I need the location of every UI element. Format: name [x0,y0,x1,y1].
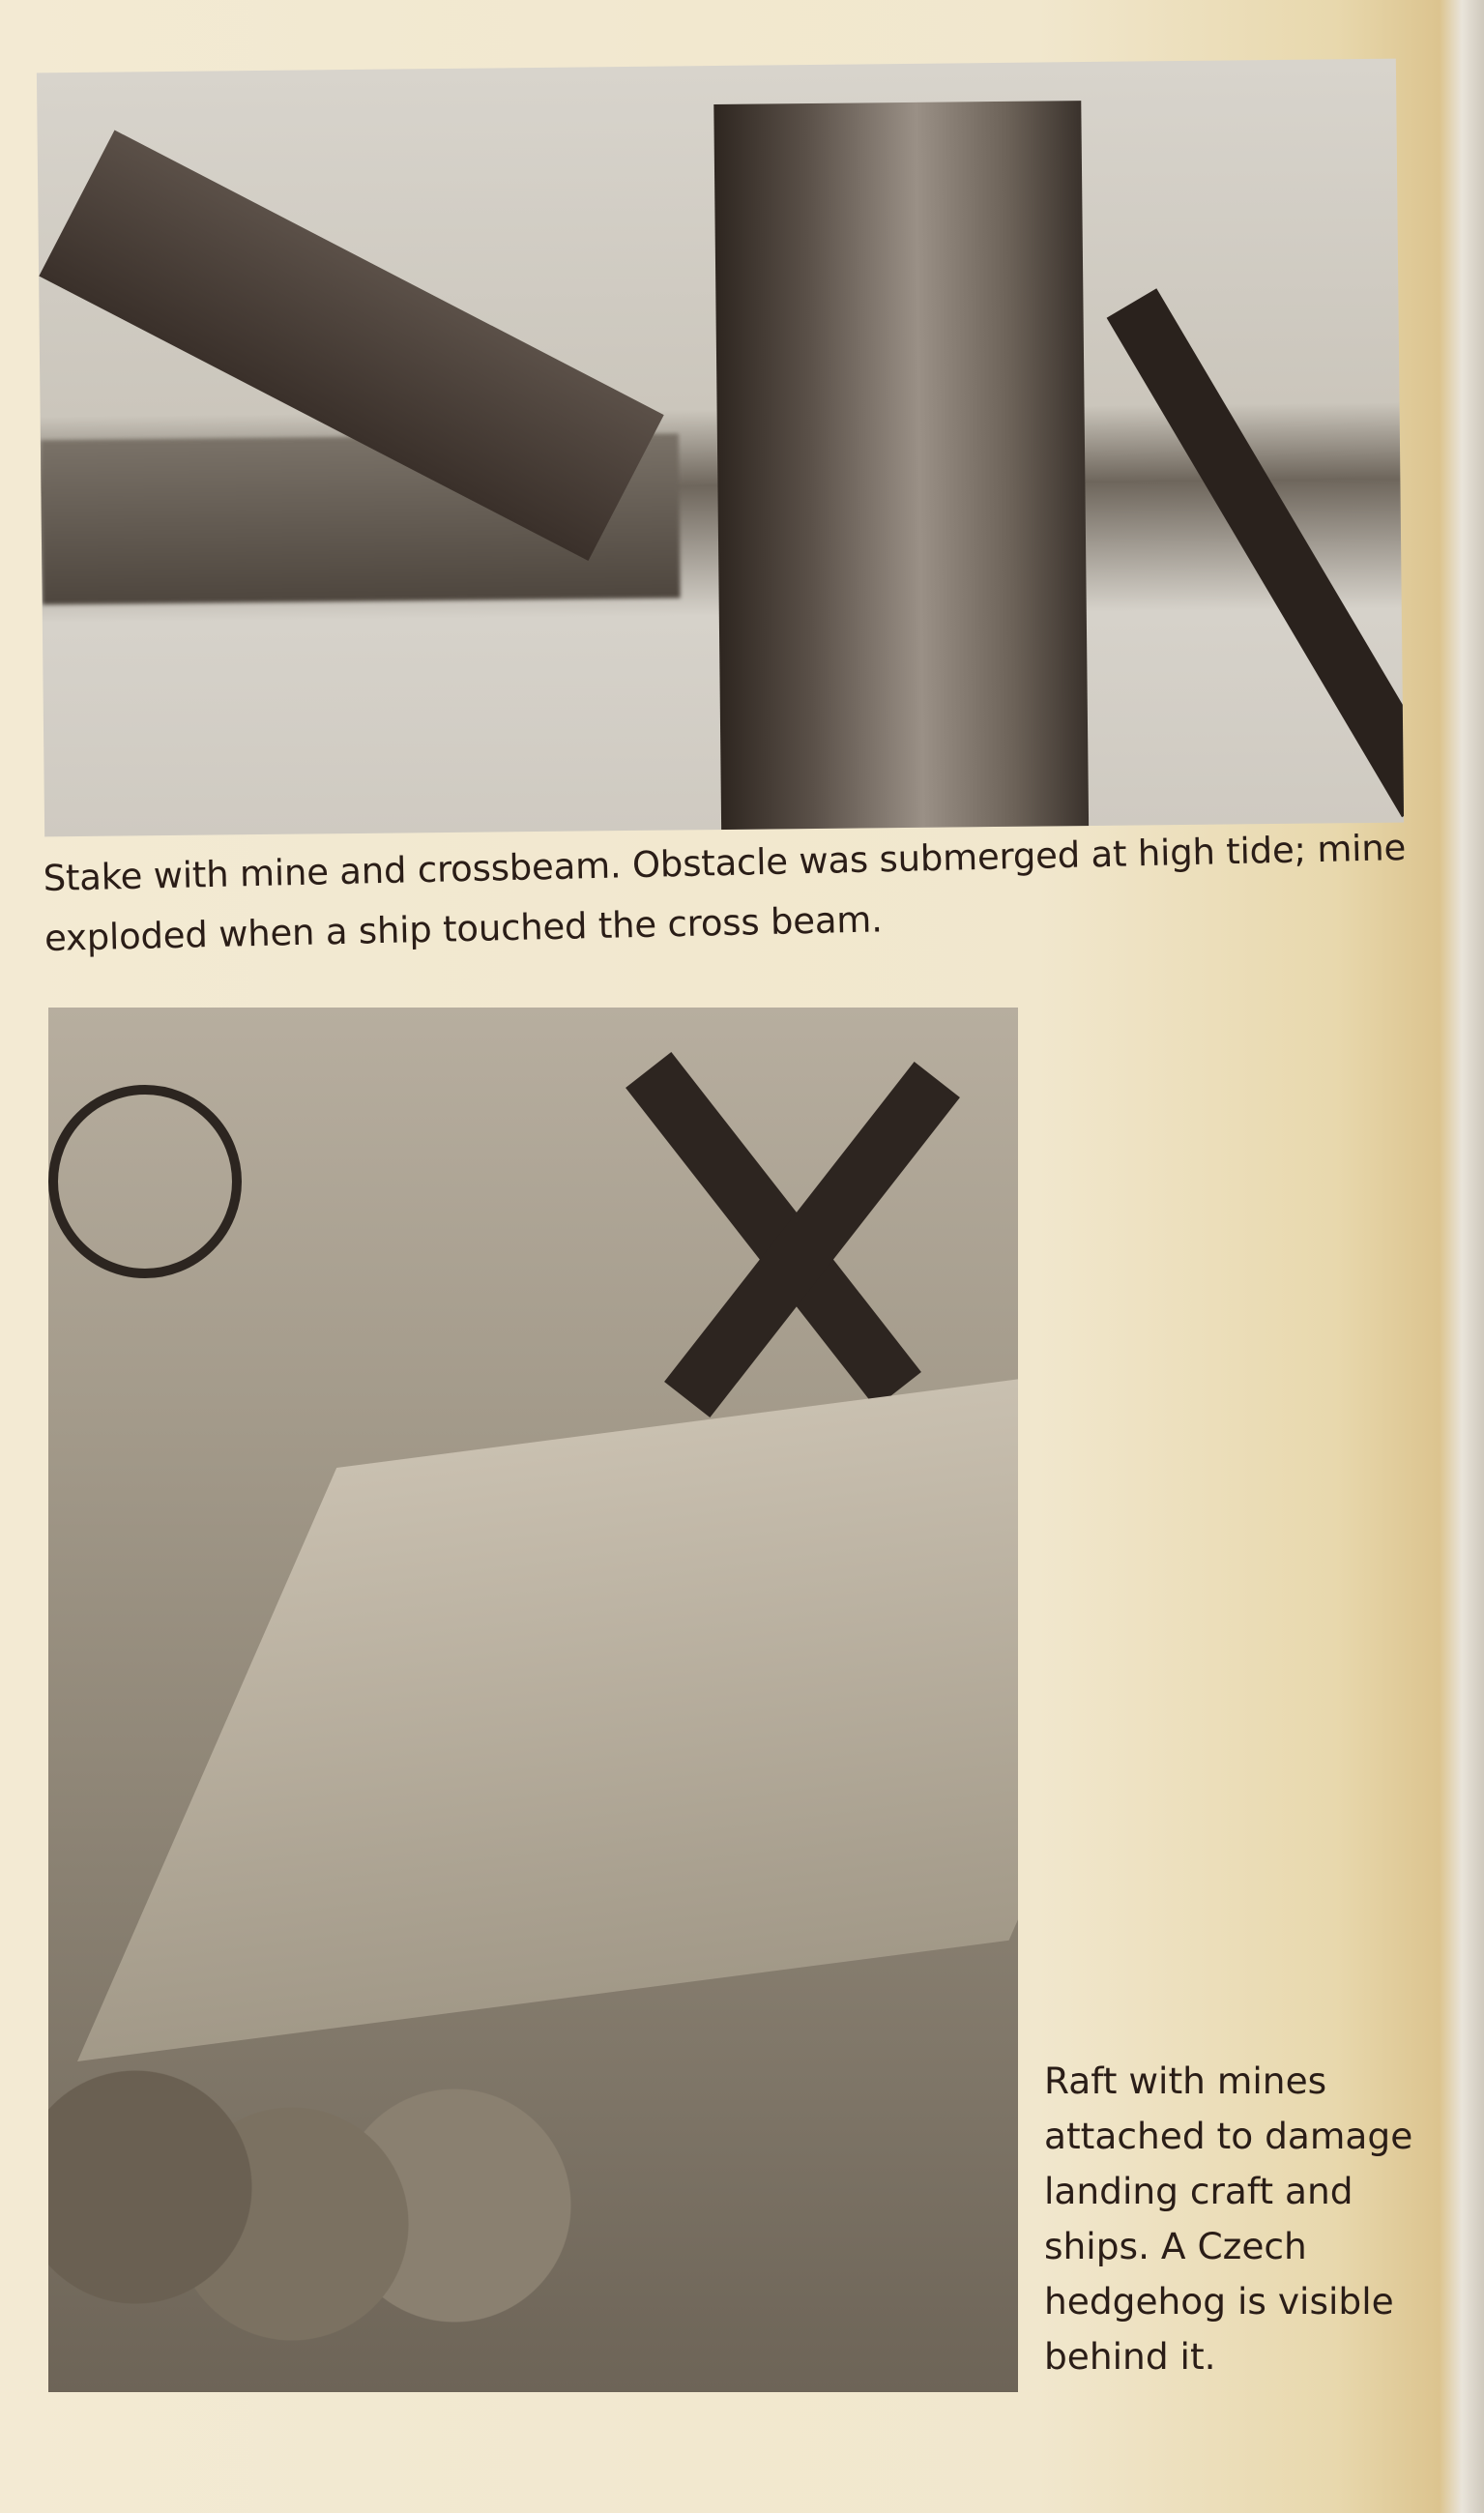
bicycle-wheel [48,1085,242,1278]
mine-raft [77,1347,1018,2061]
raft-caption: Raft with mines attached to damage landing craft and ships. A Czech hedgehog is visible behind it. [1044,2060,1413,2378]
stake-photo [37,59,1404,837]
raft-logs [48,2003,628,2371]
steel-brace [1107,288,1404,817]
czech-hedgehog-bar [626,1052,921,1408]
raft-photo [48,1008,1018,2392]
wooden-stake [713,101,1089,836]
stake-caption: Stake with mine and crossbeam. Obstacle was submerged at high tide; mine exploded when a ship touched the cross beam. [43,827,1407,959]
